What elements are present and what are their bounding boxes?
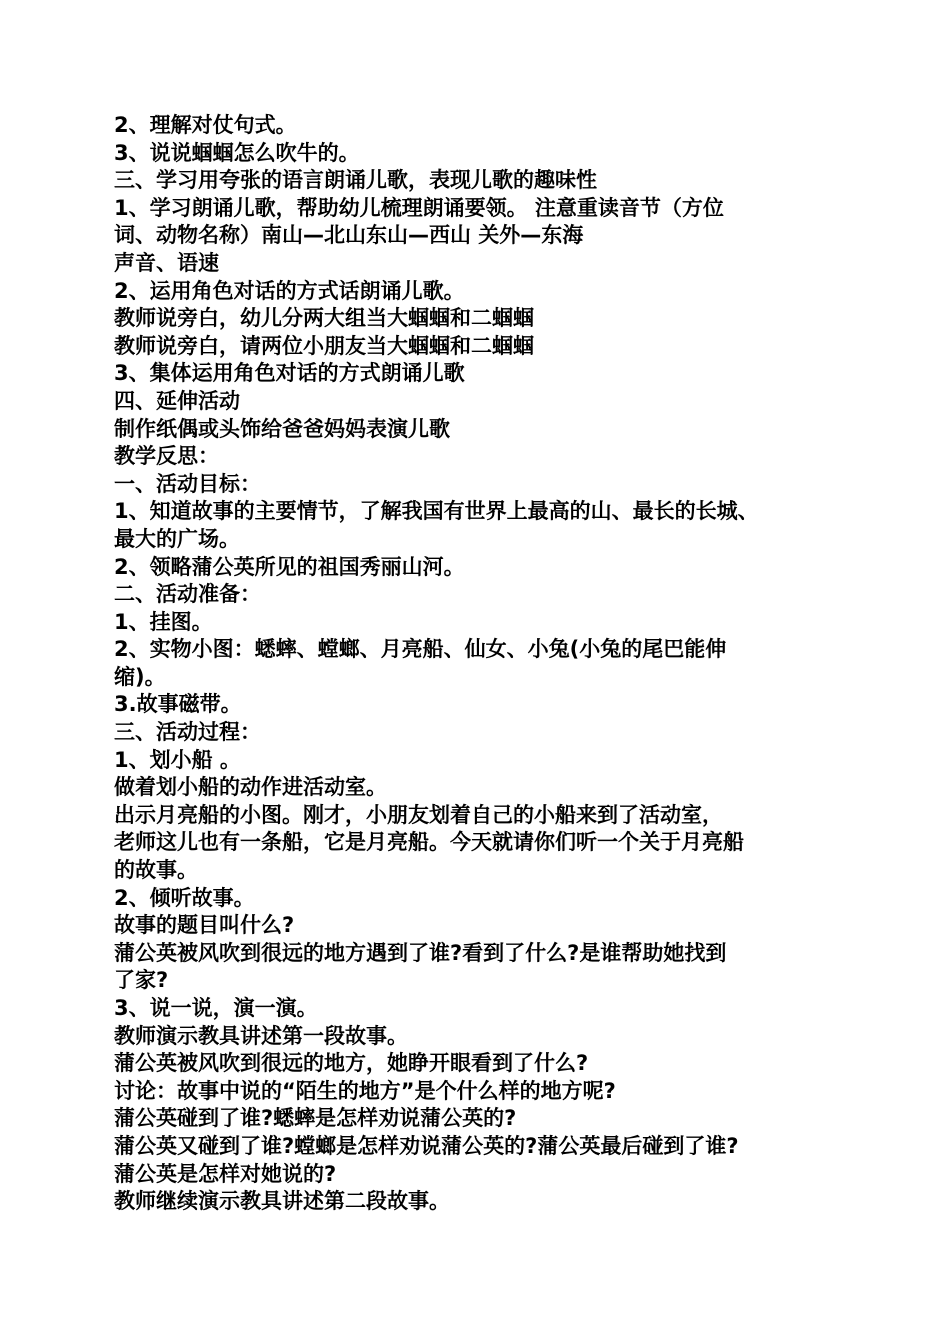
text-line: 蒲公英被风吹到很远的地方，她睁开眼看到了什么? <box>114 1051 589 1076</box>
text-line: 最大的广场。 <box>114 526 240 551</box>
text-line: 2、实物小图：蟋蟀、螳螂、月亮船、仙女、小兔(小兔的尾巴能伸 <box>114 637 727 662</box>
text-line: 2、运用角色对话的方式话朗诵儿歌。 <box>114 278 465 303</box>
text-line: 三、活动过程： <box>114 720 261 745</box>
text-line: 蒲公英又碰到了谁?螳螂是怎样劝说蒲公英的?蒲公英最后碰到了谁? <box>114 1133 739 1158</box>
text-line: 蒲公英碰到了谁?蟋蟀是怎样劝说蒲公英的? <box>114 1106 517 1131</box>
text-line: 蒲公英是怎样对她说的? <box>114 1161 337 1186</box>
text-line: 的故事。 <box>114 858 198 883</box>
text-line: 1、划小船 。 <box>114 747 241 772</box>
text-line: 二、活动准备： <box>114 582 261 607</box>
text-line: 教学反思： <box>114 444 219 469</box>
text-line: 3、说说蝈蝈怎么吹牛的。 <box>114 140 360 165</box>
text-line: 一、活动目标： <box>114 471 261 496</box>
text-line: 教师说旁白，幼儿分两大组当大蝈蝈和二蝈蝈 <box>114 306 534 331</box>
text-line: 故事的题目叫什么? <box>114 913 295 938</box>
text-line: 3、集体运用角色对话的方式朗诵儿歌 <box>114 361 465 386</box>
document-body <box>114 112 844 1216</box>
text-line: 1、学习朗诵儿歌，帮助幼儿梳理朗诵要领。 注意重读音节（方位 <box>114 195 724 220</box>
text-line: 三、学习用夸张的语言朗诵儿歌，表现儿歌的趣味性 <box>114 168 597 193</box>
text-line: 四、延伸活动 <box>114 388 240 413</box>
text-line: 制作纸偶或头饰给爸爸妈妈表演儿歌 <box>114 416 450 441</box>
text-line: 做着划小船的动作进活动室。 <box>114 775 387 800</box>
text-line: 老师这儿也有一条船，它是月亮船。今天就请你们听一个关于月亮船 <box>114 830 744 855</box>
text-line: 教师继续演示教具讲述第二段故事。 <box>114 1189 450 1214</box>
text-line: 教师演示教具讲述第一段故事。 <box>114 1023 408 1048</box>
text-line: 词、动物名称）南山—北山东山—西山 关外—东海 <box>114 223 584 248</box>
text-line: 3.故事磁带。 <box>114 692 242 717</box>
text-line: 2、倾听故事。 <box>114 885 255 910</box>
text-line: 1、知道故事的主要情节，了解我国有世界上最高的山、最长的长城、 <box>114 499 759 524</box>
text-line: 1、挂图。 <box>114 609 213 634</box>
text-line: 教师说旁白，请两位小朋友当大蝈蝈和二蝈蝈 <box>114 333 534 358</box>
text-line: 蒲公英被风吹到很远的地方遇到了谁?看到了什么?是谁帮助她找到 <box>114 940 727 965</box>
text-line: 2、领略蒲公英所见的祖国秀丽山河。 <box>114 554 465 579</box>
text-line: 了家? <box>114 968 169 993</box>
text-line: 3、说一说，演一演。 <box>114 996 318 1020</box>
text-line: 缩)。 <box>114 664 166 689</box>
text-line: 出示月亮船的小图。刚才，小朋友划着自己的小船来到了活动室， <box>114 802 723 827</box>
text-line: 声音、语速 <box>114 250 219 275</box>
text-line: 讨论：故事中说的“陌生的地方”是个什么样的地方呢? <box>114 1078 616 1103</box>
text-line: 2、理解对仗句式。 <box>114 113 297 137</box>
